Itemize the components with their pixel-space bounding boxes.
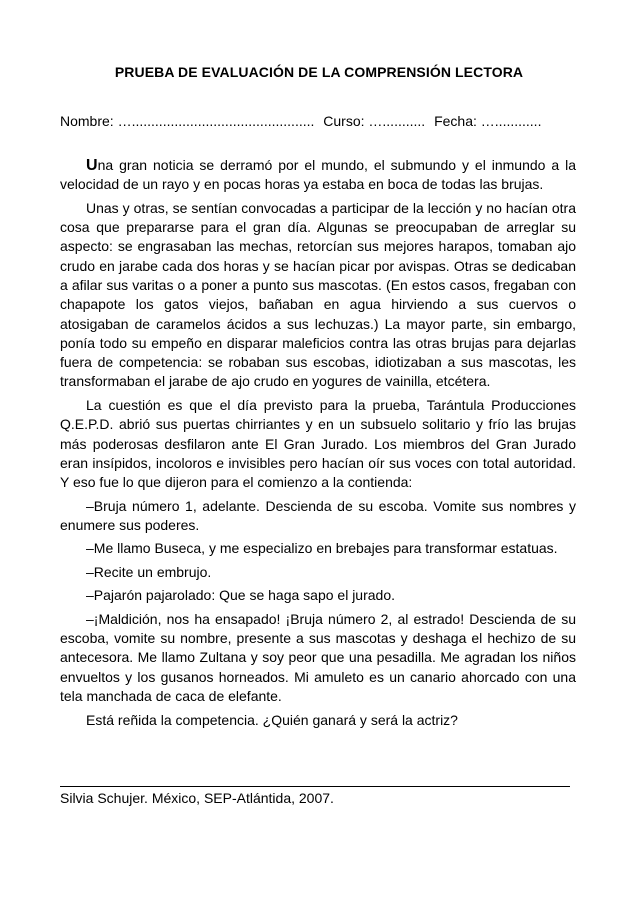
divider-line xyxy=(60,786,570,787)
paragraph-1-text: na gran noticia se derramó por el mundo, el submundo y el inmundo a la velocidad de un rayo y en pocas horas ya estaba en boca de todas las brujas. xyxy=(60,157,576,193)
course-field: Curso: …........... xyxy=(323,113,430,129)
paragraph-7: –Pajarón pajarolado: Que se haga sapo el jurado. xyxy=(86,587,395,604)
paragraph-8: –¡Maldición, nos ha ensapado! ¡Bruja número 2, al estrado! Descienda de su escoba, vomite su nombre, presente a sus mascotas y deshaga el hechizo de su antecesora. Me llamo Zultana y soy peor que una pesadilla. Me agradan los niños envueltos y los gusanos horneados. Mi amuleto es un canario ahorcado con una tela manchada de caca de elefante. xyxy=(60,610,576,705)
paragraph-5: –Me llamo Buseca, y me especializo en brebajes para transformar estatuas. xyxy=(86,540,558,557)
paragraph-3: La cuestión es que el día previsto para la prueba, Tarántula Producciones Q.E.P.D. abrió sus puertas chirriantes y en un subsuelo solitario y frío las brujas más poderosas desfilaron ante El Gran Jurado. Los miembros del Gran Jurado eran insípidos, incoloros e invisibles pero hacían oír sus voces con total autoridad. Y eso fue lo que dijeron para el comienzo a la contienda: xyxy=(60,396,576,491)
name-field: Nombre: …............................................... xyxy=(60,113,319,129)
paragraph-1 xyxy=(60,156,576,195)
date-field: Fecha: …............ xyxy=(434,113,542,129)
drop-cap: U xyxy=(86,157,98,174)
paragraph-2: Unas y otras, se sentían convocadas a participar de la lección y no hacían otra cosa que prepararse para el gran día. Algunas se preocupaban de arreglar su aspecto: se engrasaban las mechas, retorcían sus mejores harapos, tomaban ajo crudo en jarabe cada dos horas y se hacían picar por avispas. Otras se dedicaban a afilar sus varitas o a poner a punto sus mascotas. (En estos casos, fregaban con chapapote los gatos viejos, bañaban en agua hirviendo a sus cuervos o atosigaban de caramelos ácidos a sus lechuzas.) La mayor parte, sin embargo, ponía todo su empeño en disparar maleficios contra las otras brujas para dejarlas fuera de competencia: se robaban sus escobas, idiotizaban a sus mascotas, les transformaban el jarabe de ajo crudo en yogures de vainilla, etcétera. xyxy=(60,199,576,390)
page-title: PRUEBA DE EVALUACIÓN DE LA COMPRENSIÓN LECTORA xyxy=(114,64,524,80)
paragraph-6: –Recite un embrujo. xyxy=(86,563,212,580)
story-text xyxy=(60,156,576,734)
paragraph-9: Está reñida la competencia. ¿Quién ganará y será la actriz? xyxy=(86,711,458,728)
paragraph-4: –Bruja número 1, adelante. Descienda de su escoba. Vomite sus nombres y enumere sus poderes. xyxy=(60,497,576,533)
source-citation: Silvia Schujer. México, SEP-Atlántida, 2007. xyxy=(60,790,334,806)
student-info-line xyxy=(60,113,546,129)
